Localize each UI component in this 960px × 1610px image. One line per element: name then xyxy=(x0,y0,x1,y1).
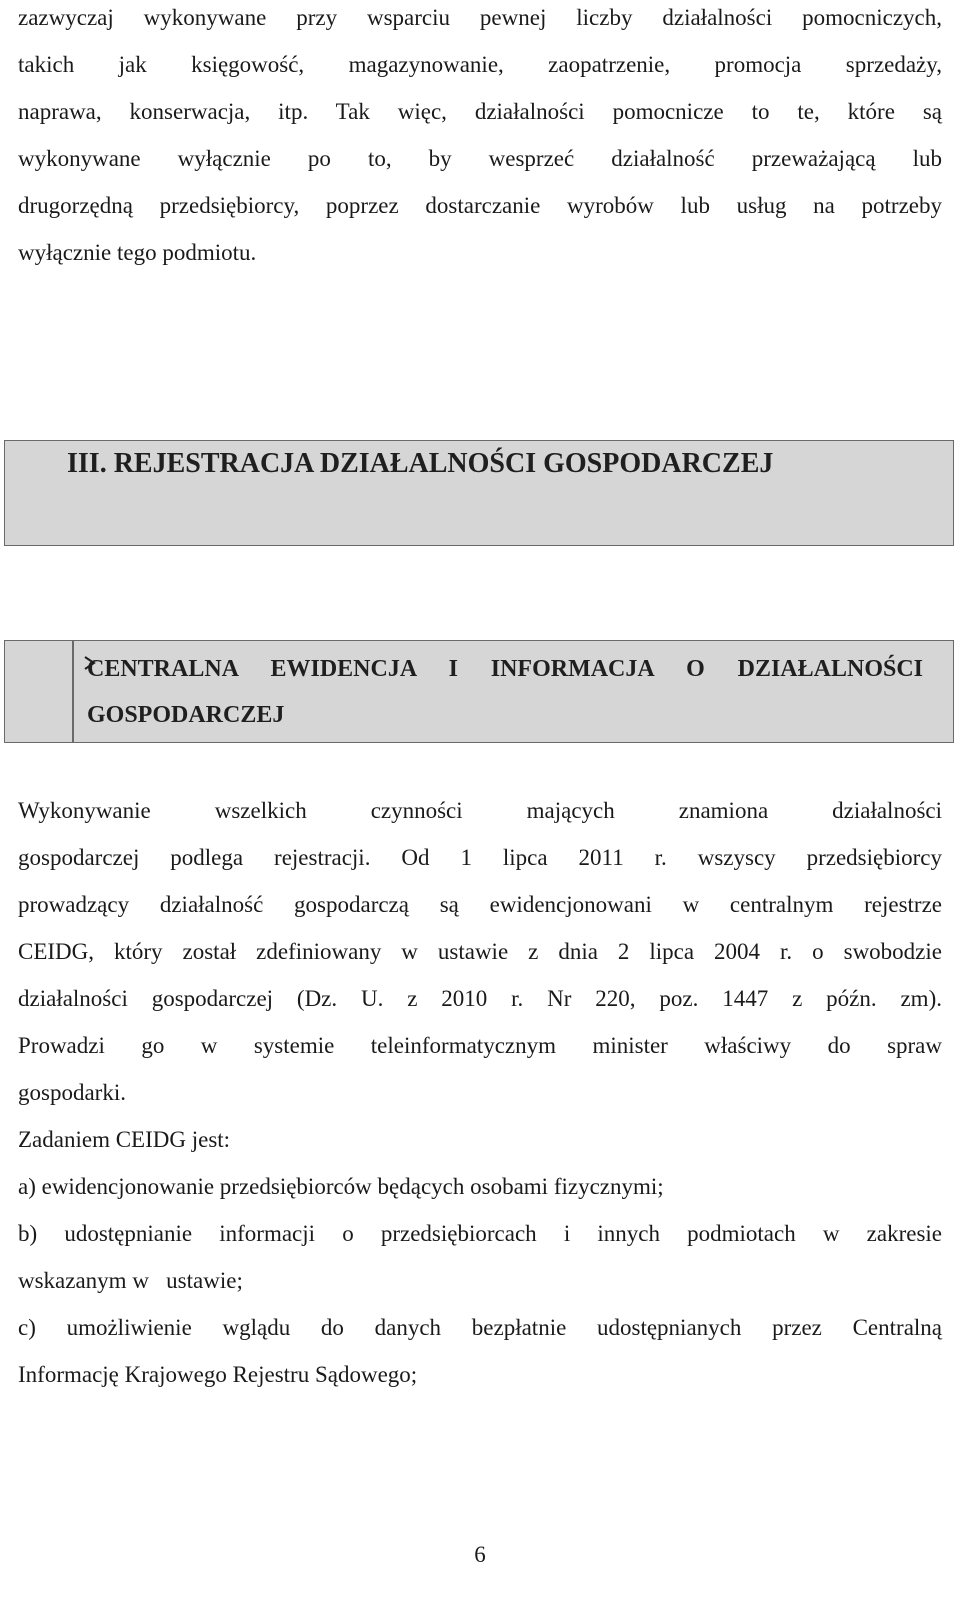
subsection-heading-box xyxy=(4,640,954,743)
ceidg-line: Wykonywanie wszelkich czynności mających znamiona działalności xyxy=(18,798,942,823)
ceidg-line: Prowadzi go w systemie teleinformatycznym minister właściwy do spraw xyxy=(18,1033,942,1058)
intro-line: wykonywane wyłącznie po to, by wesprzeć działalność przeważającą lub xyxy=(18,146,942,171)
subsection-title-line: GOSPODARCZEJ xyxy=(87,702,285,728)
tasks-list xyxy=(18,1116,942,1398)
task-item-c-line: Informację Krajowego Rejestru Sądowego; xyxy=(18,1362,418,1387)
subsection-divider xyxy=(72,641,74,742)
task-item-b-line: wskazanym w ustawie; xyxy=(18,1268,243,1293)
intro-line: zazwyczaj wykonywane przy wsparciu pewnej liczby działalności pomocniczych, xyxy=(18,5,942,30)
ceidg-line: CEIDG, który został zdefiniowany w ustawie z dnia 2 lipca 2004 r. o swobodzie xyxy=(18,939,942,964)
page-number: 6 xyxy=(474,1542,486,1567)
subsection-title-line: CENTRALNA EWIDENCJA I INFORMACJA O DZIAŁALNOŚCI xyxy=(87,656,923,682)
ceidg-line: prowadzący działalność gospodarczą są ewidencjonowani w centralnym rejestrze xyxy=(18,892,942,917)
subsection-title xyxy=(87,646,923,738)
task-item-c-line: c) umożliwienie wglądu do danych bezpłatnie udostępnianych przez Centralną xyxy=(18,1315,942,1340)
intro-line: naprawa, konserwacja, itp. Tak więc, działalności pomocnicze to te, które są xyxy=(18,99,942,124)
ceidg-paragraph xyxy=(18,787,942,1116)
intro-paragraph xyxy=(18,0,942,276)
ceidg-line: gospodarki. xyxy=(18,1080,126,1105)
tasks-heading: Zadaniem CEIDG jest: xyxy=(18,1127,231,1152)
intro-line: wyłącznie tego podmiotu. xyxy=(18,240,257,265)
task-item-a: a) ewidencjonowanie przedsiębiorców będących osobami fizycznymi; xyxy=(18,1174,664,1199)
intro-line: drugorzędną przedsiębiorcy, poprzez dostarczanie wyrobów lub usług na potrzeby xyxy=(18,193,942,218)
section-heading-box xyxy=(4,440,954,546)
task-item-b-line: b) udostępnianie informacji o przedsiębiorcach i innych podmiotach w zakresie xyxy=(18,1221,942,1246)
ceidg-line: gospodarczej podlega rejestracji. Od 1 lipca 2011 r. wszyscy przedsiębiorcy xyxy=(18,845,942,870)
ceidg-line: działalności gospodarczej (Dz. U. z 2010 r. Nr 220, poz. 1447 z późn. zm). xyxy=(18,986,942,1011)
section-title: III. REJESTRACJA DZIAŁALNOŚCI GOSPODARCZEJ xyxy=(67,448,774,479)
intro-line: takich jak księgowość, magazynowanie, zaopatrzenie, promocja sprzedaży, xyxy=(18,52,942,77)
